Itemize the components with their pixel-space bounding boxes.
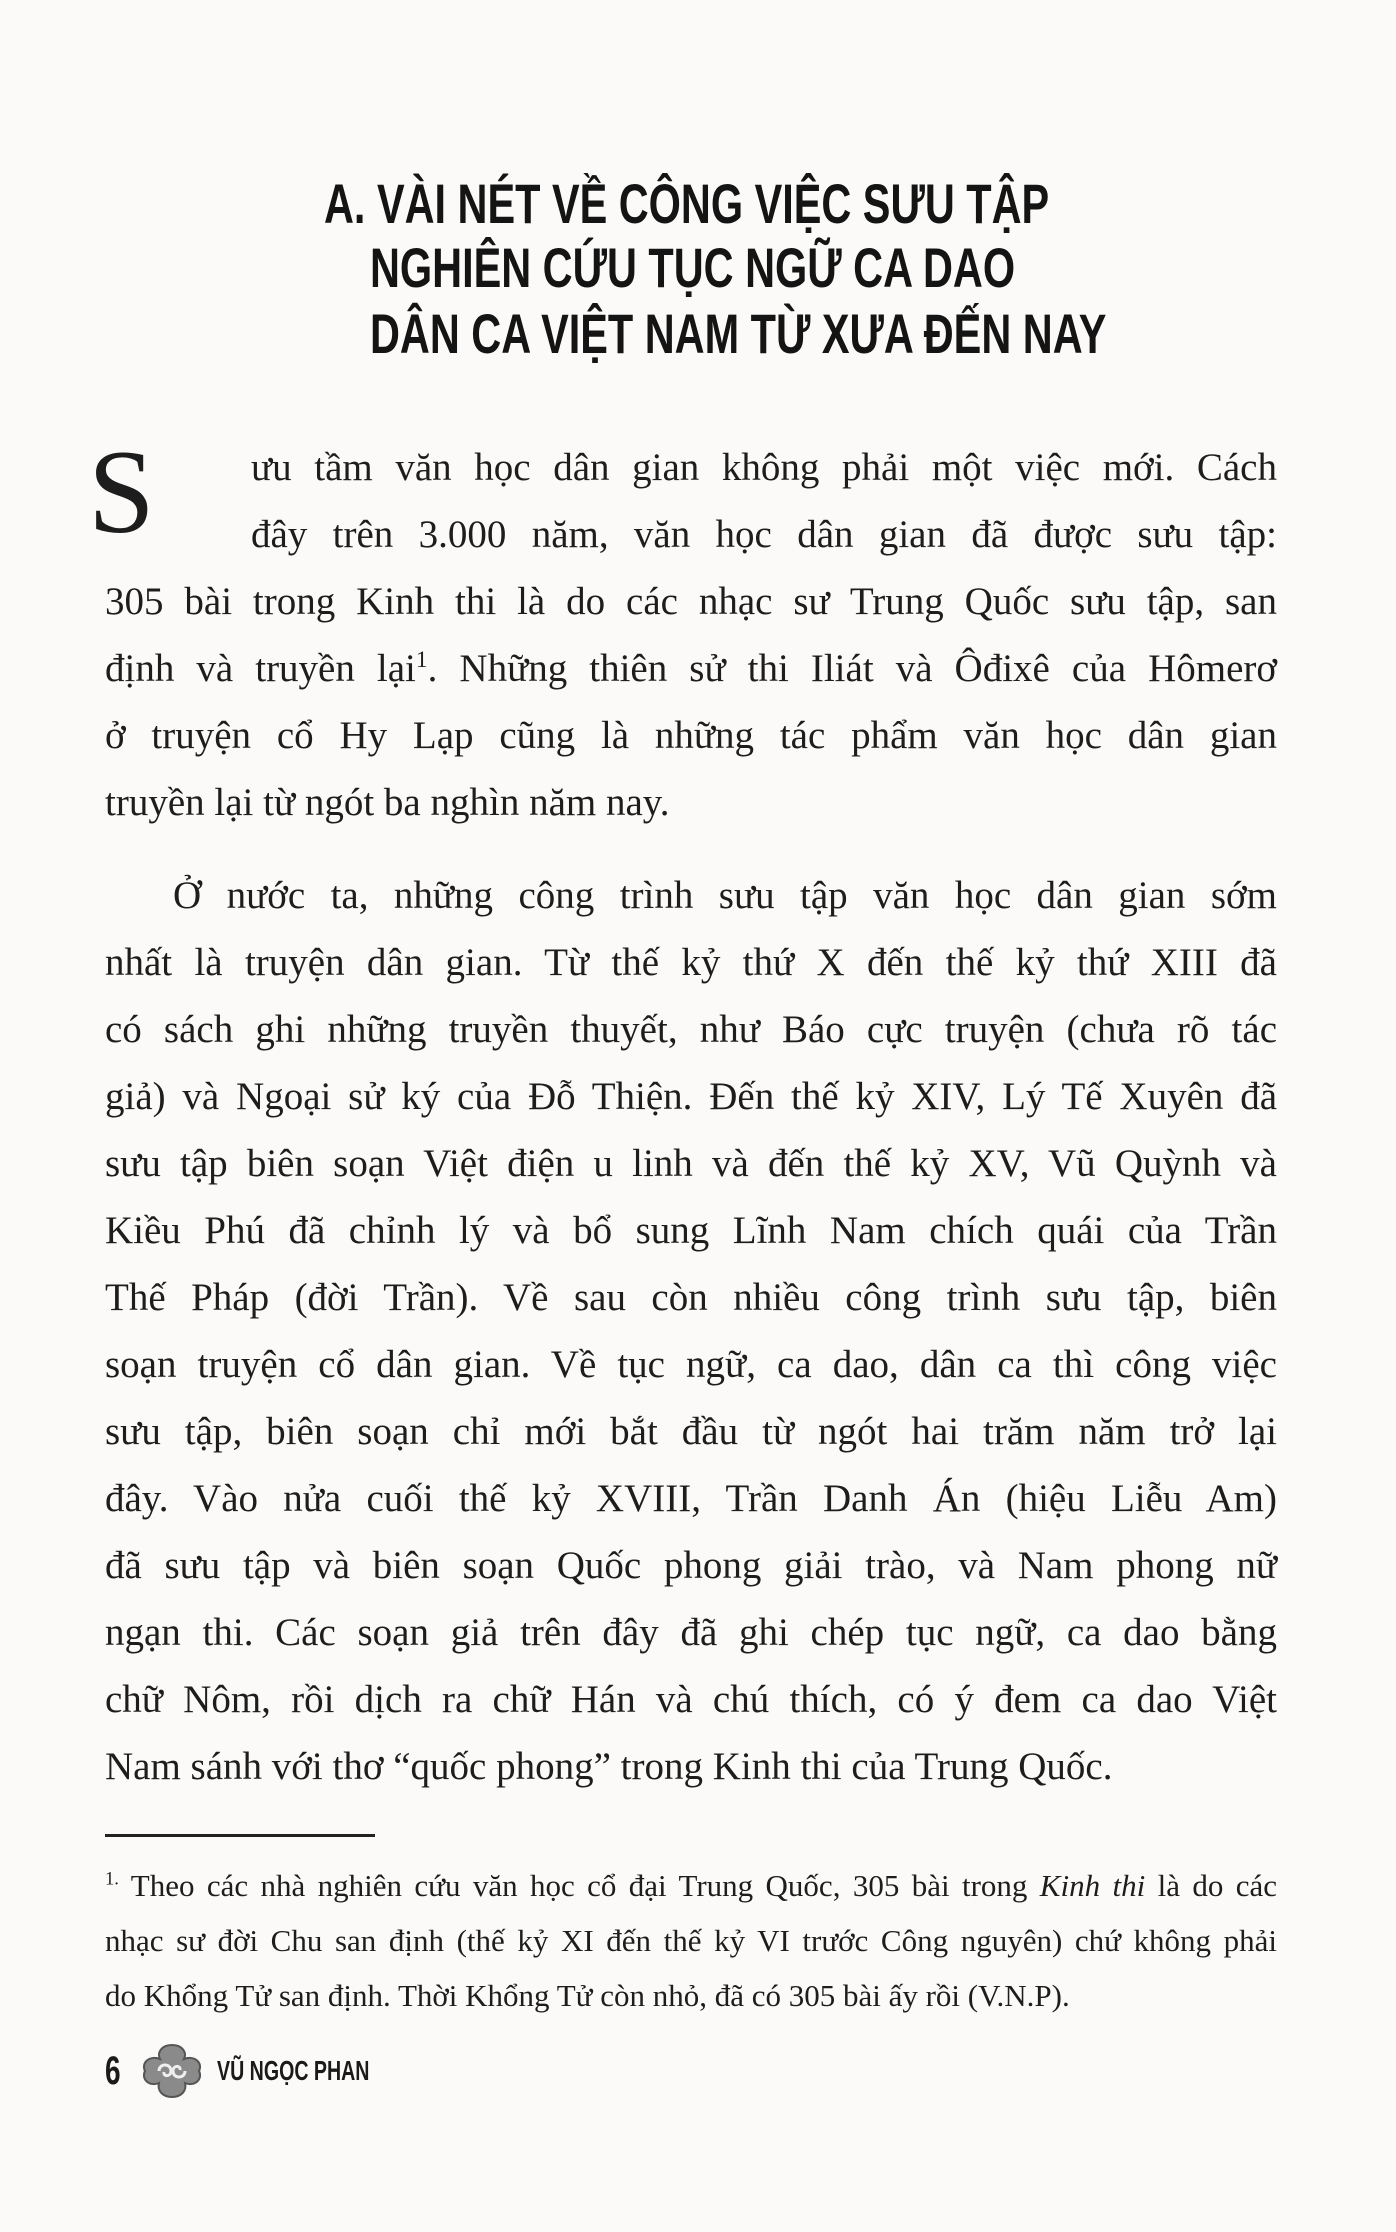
page-footer bbox=[105, 2046, 435, 2096]
paragraph-2-line: chữ Nôm, rồi dịch ra chữ Hán và chú thích, có ý đem ca dao Việt bbox=[105, 1678, 1277, 1721]
footnote-line: do Khổng Tử san định. Thời Khổng Tử còn nhỏ, đã có 305 bài ấy rồi (V.N.P). bbox=[105, 1978, 1070, 2013]
paragraph-2-line: ngạn thi. Các soạn giả trên đây đã ghi chép tục ngữ, ca dao bằng bbox=[105, 1611, 1277, 1654]
text: là do các bbox=[1145, 1868, 1278, 1903]
paragraph-2-line: sưu tập biên soạn Việt điện u linh và đến thế kỷ XV, Vũ Quỳnh và bbox=[105, 1142, 1277, 1185]
paragraph-2-line: sưu tập, biên soạn chỉ mới bắt đầu từ ngót hai trăm năm trở lại bbox=[105, 1410, 1277, 1453]
text: định và truyền lại bbox=[105, 647, 416, 690]
paragraph-1-line: 305 bài trong Kinh thi là do các nhạc sư Trung Quốc sưu tập, san bbox=[105, 580, 1277, 623]
paragraph-2-line: Kiều Phú đã chỉnh lý và bổ sung Lĩnh Nam chích quái của Trần bbox=[105, 1209, 1277, 1252]
footnote-divider bbox=[105, 1834, 375, 1837]
paragraph-2-line: đây. Vào nửa cuối thế kỷ XVIII, Trần Danh Án (hiệu Liễu Am) bbox=[105, 1477, 1277, 1520]
paragraph-2-line: giả) và Ngoại sử ký của Đỗ Thiện. Đến thế kỷ XIV, Lý Tế Xuyên đã bbox=[105, 1075, 1277, 1118]
book-title: Kinh thi bbox=[1039, 1868, 1146, 1903]
paragraph-2-line: soạn truyện cổ dân gian. Về tục ngữ, ca dao, dân ca thì công việc bbox=[105, 1343, 1277, 1386]
footnote-reference[interactable]: 1 bbox=[415, 647, 428, 673]
footnote-line: nhạc sư đời Chu san định (thế kỷ XI đến thế kỷ VI trước Công nguyên) chứ không phải bbox=[105, 1923, 1277, 1958]
text: Theo các nhà nghiên cứu văn học cổ đại Trung Quốc, 305 bài trong bbox=[118, 1868, 1040, 1903]
paragraph-2-line: Ở nước ta, những công trình sưu tập văn học dân gian sớm bbox=[173, 874, 1277, 917]
text: . Những thiên sử thi Iliát và Ôđixê của Hômerơ bbox=[427, 647, 1278, 690]
chapter-heading-line-2: NGHIÊN CỨU TỤC NGỮ CA DAO bbox=[370, 236, 1016, 299]
chapter-heading-line-1: A. VÀI NÉT VỀ CÔNG VIỆC SƯU TẬP bbox=[324, 172, 1050, 235]
author-name: VŨ NGỌC PHAN bbox=[217, 2055, 370, 2086]
footnote-line bbox=[105, 1866, 1277, 1906]
paragraph-1-line: đây trên 3.000 năm, văn học dân gian đã được sưu tập: bbox=[251, 513, 1277, 556]
paragraph-1-line: ở truyện cổ Hy Lạp cũng là những tác phẩm văn học dân gian bbox=[105, 714, 1277, 757]
paragraph-2-line: nhất là truyện dân gian. Từ thế kỷ thứ X đến thế kỷ thứ XIII đã bbox=[105, 941, 1277, 984]
cloud-ornament-icon bbox=[137, 2041, 207, 2101]
paragraph-1-line: ưu tầm văn học dân gian không phải một việc mới. Cách bbox=[251, 446, 1277, 489]
drop-cap: S bbox=[88, 425, 155, 558]
footnote-marker: 1. bbox=[105, 1868, 119, 1890]
paragraph-2-line: có sách ghi những truyền thuyết, như Báo cực truyện (chưa rõ tác bbox=[105, 1008, 1277, 1051]
paragraph-2-line: đã sưu tập và biên soạn Quốc phong giải trào, và Nam phong nữ bbox=[105, 1544, 1277, 1587]
paragraph-2-line: Thế Pháp (đời Trần). Về sau còn nhiều công trình sưu tập, biên bbox=[105, 1276, 1277, 1319]
chapter-heading-line-3: DÂN CA VIỆT NAM TỪ XƯA ĐẾN NAY bbox=[370, 302, 1107, 365]
paragraph-1-line: truyền lại từ ngót ba nghìn năm nay. bbox=[105, 781, 670, 824]
paragraph-2-line: Nam sánh với thơ “quốc phong” trong Kinh thi của Trung Quốc. bbox=[105, 1745, 1113, 1788]
page-number: 6 bbox=[105, 2048, 121, 2093]
paragraph-1-line bbox=[105, 635, 1277, 702]
